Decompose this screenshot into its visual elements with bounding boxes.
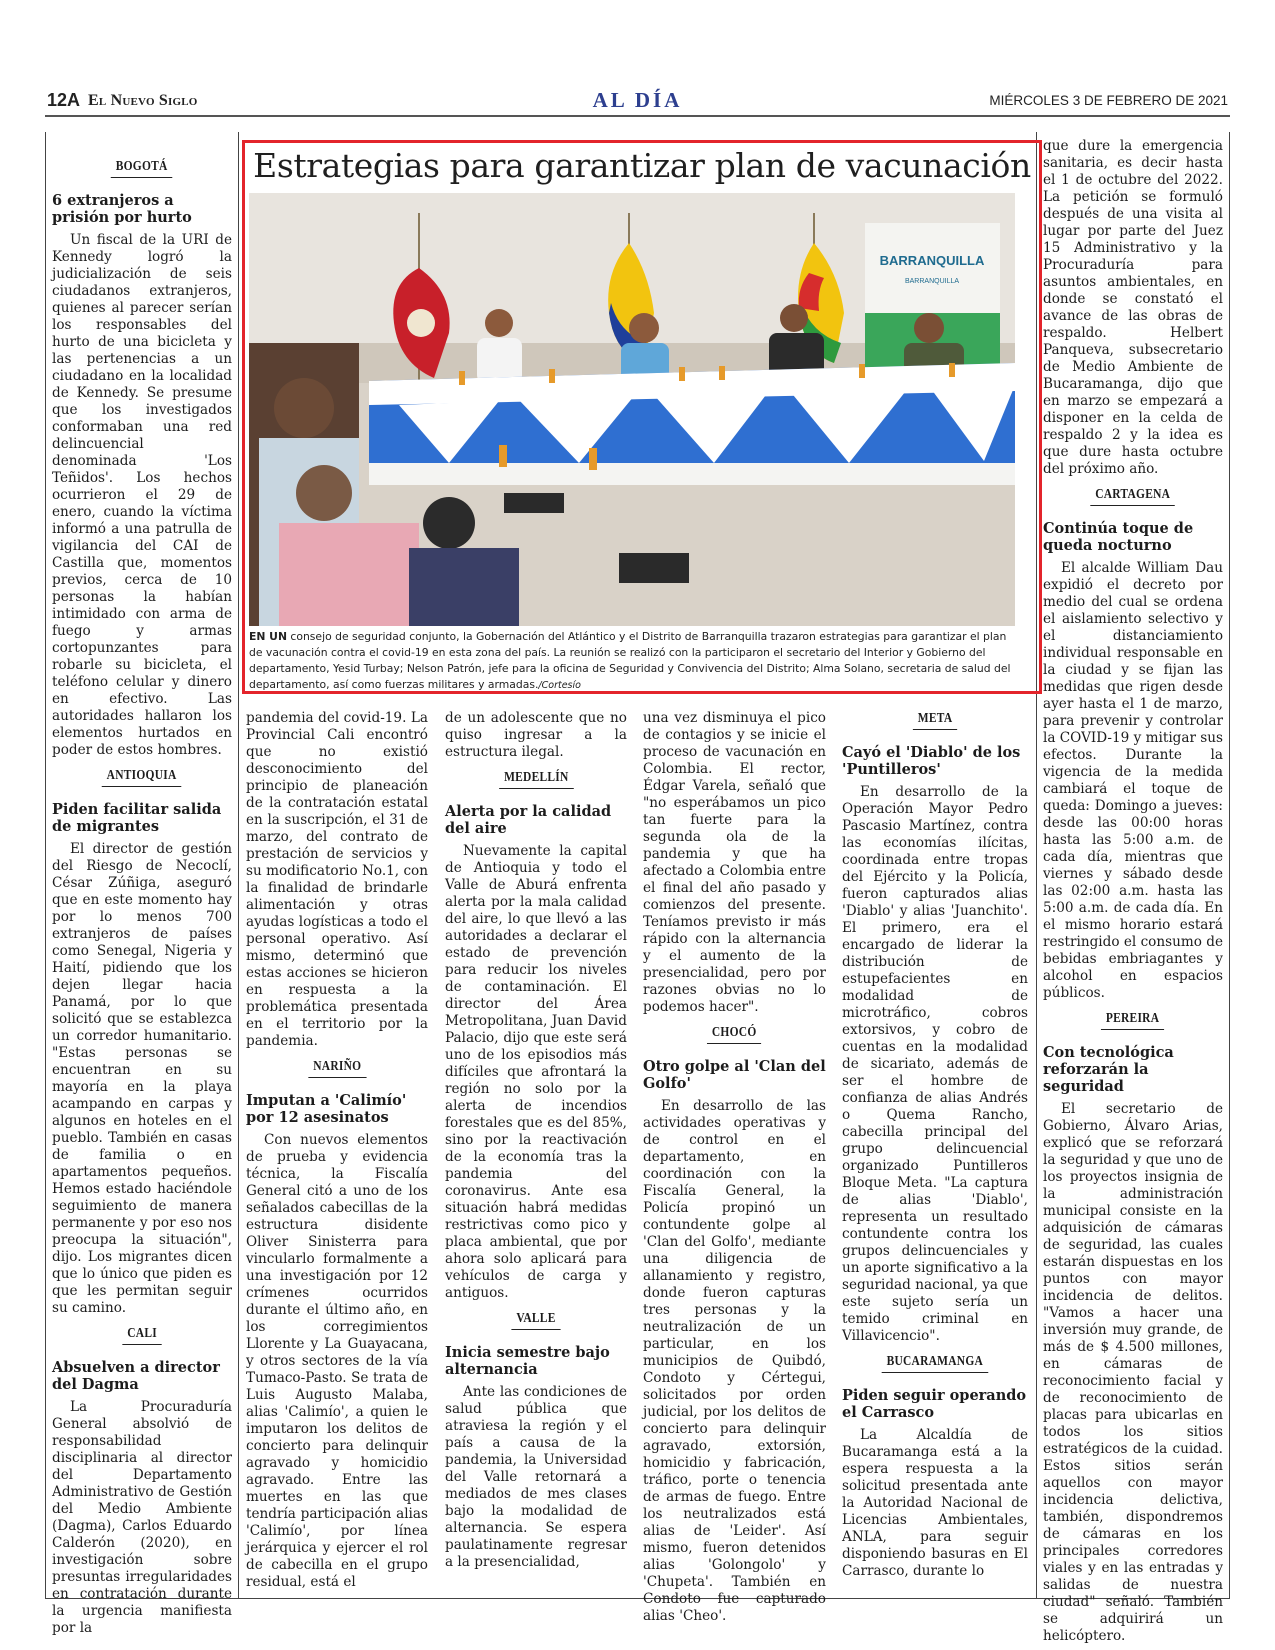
headline-valle: Inicia semestre bajo alternancia <box>445 1344 610 1378</box>
body-cali: La Procuraduría General absolvió de responsabilidad disciplinaria al director del Departamento Administrativo de Gestión del Medio Ambiente (Dagma), Carlos Eduardo Calderón (2020), en investigación sobre presuntas irregularidades en contratación durante la urgencia manifiesta por la <box>52 1399 232 1636</box>
body-meta: En desarrollo de la Operación Mayor Pedro Pascasio Martínez, contra las economías ilícitas, coordinada entre tropas del Ejército y la Policía, fueron capturados alias 'Diablo' y alias 'Juanchito'. El primero, era el encargado de liderar la distribución de estupefacientes en modalidad de microtráfico, cobros extorsivos, y cobro de cuentas en la modalidad de sicariato, además de ser el hombre de confianza de alias Andrés o Quema Rancho, cabecilla principal del grupo delincuencial organizado Puntilleros Bloque Meta. "La captura de alias 'Diablo', representa un resultado contundente contra los grupos delincuenciales y un aporte significativo a la seguridad nacional, ya que este sujeto sería un temido criminal en Villavicencio". <box>842 784 1028 1344</box>
column-6 <box>1043 138 1223 1645</box>
headline-cali: Absuelven a director del Dagma <box>52 1359 220 1393</box>
kicker-bogota: BOGOTÁ <box>52 158 232 178</box>
kicker-choco: CHOCÓ <box>643 1024 826 1044</box>
feature-photo-block <box>242 140 1042 694</box>
body-bucaramanga: La Alcaldía de Bucaramanga está a la espera respuesta a la solicitud presentada ante la Autoridad Nacional de Licencias Ambientales, ANLA, para seguir disponiendo basuras en El Carrasco, durante lo <box>842 1427 1028 1579</box>
kicker-cartagena: CARTAGENA <box>1043 486 1223 506</box>
publication-name: El Nuevo Siglo <box>88 92 198 109</box>
kicker-pereira: PEREIRA <box>1043 1010 1223 1030</box>
body-valle: Ante las condiciones de salud pública que atraviesa la región y el país a causa de la pandemia, la Universidad del Valle retornará a mediados de mes clases bajo la modalidad de alternancia. Se espera paulatinamente regresar a la presencialidad, <box>445 1384 627 1570</box>
headline-pereira: Con tecnológica reforzarán la seguridad <box>1043 1044 1174 1095</box>
body-narino-continued: de un adolescente que no quiso ingresar a la estructura ilegal. <box>445 710 627 760</box>
banner-logo-text: BARRANQUILLA <box>879 253 985 268</box>
left-border <box>45 132 46 1598</box>
meeting-photo <box>249 193 1015 626</box>
column-3 <box>445 710 627 1571</box>
column-rule <box>238 132 239 1598</box>
column-2 <box>246 710 428 1591</box>
body-cali-continued: pandemia del covid-19. La Provincial Cali encontró que no existió desconocimiento del principio de planeación de la contratación estatal en la suscripción, el 31 de marzo, del contrato de prestación de servicios y su modificatorio No.1, con la finalidad de brindarle alimentación y otras ayudas logísticas a todo el personal operativo. Así mismo, determinó que estas acciones se hicieron en respuesta a la problemática presentada en el territorio por la pandemia. <box>246 710 428 1049</box>
banner-sub-text: BARRANQUILLA <box>904 278 960 285</box>
kicker-narino: NARIÑO <box>246 1058 428 1078</box>
right-border <box>1229 132 1230 1598</box>
kicker-medellin: MEDELLÍN <box>445 769 627 789</box>
caption-credit: /Cortesío <box>538 680 581 691</box>
feature-headline: Estrategias para garantizar plan de vacunación <box>253 146 1031 185</box>
page-header <box>45 88 1230 116</box>
kicker-cali: CALI <box>52 1325 232 1345</box>
photo-caption <box>249 629 1017 694</box>
page-number: 12A <box>47 90 81 110</box>
caption-text: consejo de seguridad conjunto, la Gobernación del Atlántico y el Distrito de Barranquilla trazaron estrategias para garantizar el plan de vacunación contra el covid-19 en esta zona del país. La reunión se realizó con la participaron el secretario del Interior y Gobierno del departamento, Yesid Turbay; Nelson Patrón, jefe para la oficina de Seguridad y Convivencia del Distrito; Alma Solano, secretaria de salud del departamento, así como fuerzas militares y armadas. <box>249 630 1011 691</box>
headline-cartagena: Continúa toque de queda nocturno <box>1043 520 1194 554</box>
column-1 <box>52 150 232 1637</box>
body-bucaramanga-continued: que dure la emergencia sanitaria, es decir hasta el 1 de octubre del 2022. La petición se formuló después de una visita al lugar por parte del Juez 15 Administrativo y la Procuraduría para asuntos ambientales, en donde se constató el avance de las obras de respaldo. Helbert Panqueva, subsecretario de Medio Ambiente de Bucaramanga, dijo que en marzo se empezará a disponer en la celda de respaldo 2 y la idea es que dure hasta octubre del próximo año. <box>1043 138 1223 477</box>
body-cartagena: El alcalde William Dau expidió el decreto por medio del cual se ordena el aislamiento selectivo y el distanciamiento individual responsable en la ciudad y se fijan las medidas que rigen desde ayer hasta el 1 de marzo, para prevenir y controlar la COVID-19 y mitigar sus efectos. Durante la vigencia de la medida cambiará el toque de queda: Domingo a jueves: desde las 00:00 horas hasta las 5:00 a.m. de cada día, mientras que viernes y sábado desde las 02:00 a.m. hasta las 5:00 a.m. de cada día. En el mismo horario estará restringido el consumo de bebidas embriagantes y alcohol en espacios públicos. <box>1043 560 1224 1001</box>
caption-lead: EN UN <box>249 630 287 643</box>
column-5 <box>842 710 1028 1580</box>
headline-medellin: Alerta por la calidad del aire <box>445 803 612 837</box>
kicker-antioquia: ANTIOQUIA <box>52 767 232 787</box>
body-medellin: Nuevamente la capital de Antioquia y todo el Valle de Aburá enfrenta alerta por la mala calidad del aire, lo que llevó a las autoridades a declarar el estado de prevención para reducir los niveles de contaminación. El director del Área Metropolitana, Juan David Palacio, dijo que este será uno de los episodios más difíciles que afrontará la región no solo por la alerta de incendios forestales que es del 85%, sino por la reactivación de la economía tras la pandemia del coronavirus. Ante esa situación habrá medidas restrictivas como pico y placa ambiental, que por ahora solo aplicará para vehículos de carga y antiguos. <box>445 843 627 1301</box>
body-bogota: Un fiscal de la URI de Kennedy logró la judicialización de seis ciudadanos extranjeros, quienes al parecer serían los responsables del hurto de una bicicleta y las pertenencias a un ciudadano en la localidad de Kennedy. Se presume que los investigados conformaban una red delincuencial denominada 'Los Teñidos'. Los hechos ocurrieron el 29 de enero, cuando la víctima informó a una patrulla de vigilancia del CAI de Castilla que, momentos previos, cerca de 10 personas la habían intimidado con arma de fuego y armas cortopunzantes para robarle su bicicleta, el teléfono celular y dinero en efectivo. Las autoridades hallaron los elementos hurtados en poder de estos hombres. <box>52 232 232 758</box>
body-antioquia: El director de gestión del Riesgo de Necoclí, César Zúñiga, aseguró que en este momento hay por lo menos 700 extranjeros de países como Senegal, Nigeria y Haití, pidiendo que los dejen llegar hacia Panamá, por lo que solicitó que se establezca un corredor humanitario. "Estas personas se encuentran en su mayoría en la playa acampando en carpas y algunos en hoteles en el pueblo. También en casas de familia o en apartamentos pequeños. Hemos estado haciéndole seguimiento de manera permanente y por eso nos preocupa la situación", dijo. Los migrantes dicen que lo único que piden es que les permitan seguir su camino. <box>52 841 232 1316</box>
headline-choco: Otro golpe al 'Clan del Golfo' <box>643 1058 826 1092</box>
header-rule <box>45 115 1230 117</box>
headline-bogota: 6 extranjeros a prisión por hurto <box>52 192 192 226</box>
column-4 <box>643 710 826 1625</box>
headline-antioquia: Piden facilitar salida de migrantes <box>52 801 222 835</box>
section-title: AL DÍA <box>592 88 683 112</box>
body-valle-continued: una vez disminuya el pico de contagios y se inicie el proceso de vacunación en Colombia. El rector, Édgar Varela, señaló que "no esperábamos un pico tan fuerte para la segunda ola de la pandemia y que ha afectado a Colombia entre el final del año pasado y comienzos del presente. Teníamos previsto ir más rápido con la alternancia y el aumento de la presencialidad, pero por razones obvias no lo podemos hacer". <box>643 710 826 1015</box>
kicker-valle: VALLE <box>445 1310 627 1330</box>
body-choco: En desarrollo de las actividades operativas y de control en el departamento, en coordinación con la Fiscalía General, la Policía propinó un contundente golpe al 'Clan del Golfo', mediante una diligencia de allanamiento y registro, donde fueron capturas tres personas y la neutralización de un particular, en los municipios de Quibdó, Condoto y Cértegui, solicitados por orden judicial, por los delitos de concierto para delinquir agravado, extorsión, homicidio y fabricación, tráfico, porte o tenencia de armas de fuego. Entre los neutralizados está alias de 'Leider'. Así mismo, fueron detenidos alias 'Golongolo' y 'Chupeta'. También en Condoto fue capturado alias 'Cheo'. <box>643 1098 826 1624</box>
headline-meta: Cayó el 'Diablo' de los 'Puntilleros' <box>842 744 1021 778</box>
headline-narino: Imputan a 'Calimío' por 12 asesinatos <box>246 1092 407 1126</box>
body-pereira: El secretario de Gobierno, Álvaro Arias, explicó que se reforzará la seguridad y que uno de los proyectos insignia de la administración municipal consiste en la adquisición de cámaras de seguridad, las cuales estarán dispuestas en los puntos con mayor incidencia de delitos. "Vamos a hacer una inversión muy grande, de más de $ 4.500 millones, en cámaras de reconocimiento facial y de reconocimiento de placas para ubicarlas en todos los sitios estratégicos de la cuidad. Estos sitios serán aquellos con mayor incidencia delictiva, también, dispondremos de cámaras en los principales corredores viales y en las entradas y salidas de nuestra ciudad" señaló. También se adquirirá un helicóptero. <box>1043 1101 1223 1644</box>
kicker-bucaramanga: BUCARAMANGA <box>842 1353 1028 1373</box>
headline-bucaramanga: Piden seguir operando el Carrasco <box>842 1387 1027 1421</box>
issue-date: MIÉRCOLES 3 DE FEBRERO DE 2021 <box>989 93 1228 108</box>
kicker-meta: META <box>842 710 1028 730</box>
body-narino: Con nuevos elementos de prueba y evidencia técnica, la Fiscalía General citó a uno de los señalados cabecillas de la estructura disidente Oliver Sinisterra para vincularlo formalmente a una investigación por 12 crímenes ocurridos durante el último año, en los corregimientos Llorente y La Guayacana, y otros sectores de la vía Tumaco-Pasto. Se trata de Luis Augusto Malaba, alias 'Calimío', a quien le imputaron los delitos de concierto para delinquir agravado y homicidio agravado. Entre las muertes en las que tendría participación alias 'Calimío', por línea jerárquica y ejercer el rol de cabecilla en el grupo residual, está el <box>246 1132 428 1590</box>
